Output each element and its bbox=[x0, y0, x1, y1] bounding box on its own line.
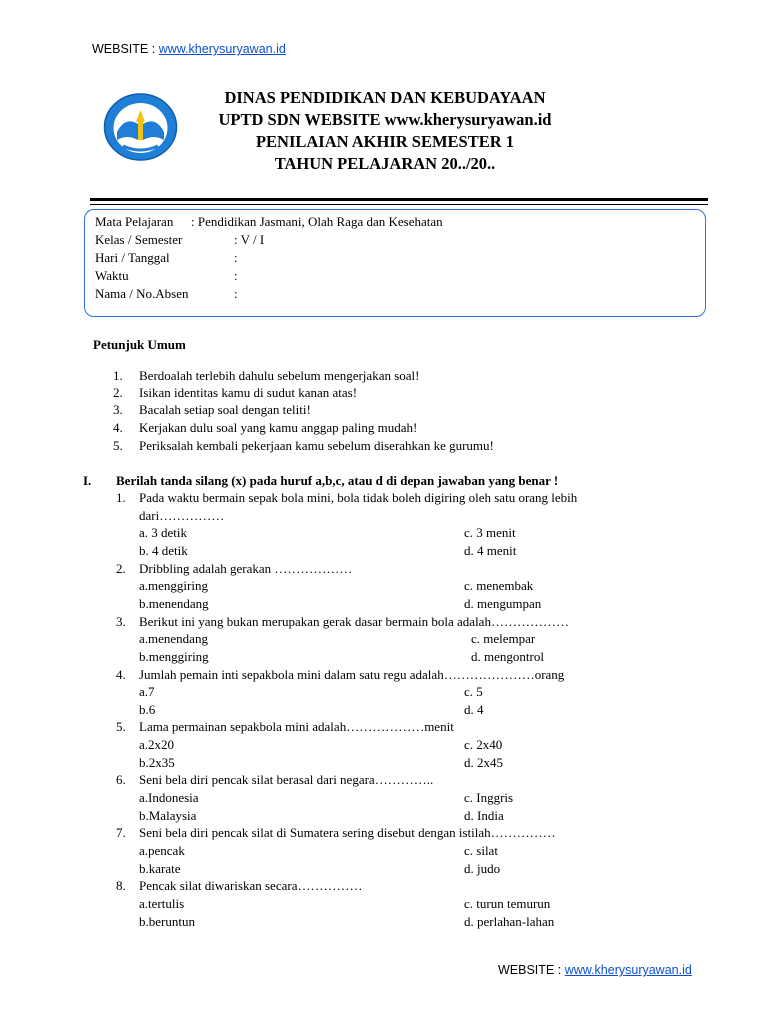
option-c[interactable]: c. 2x40 bbox=[464, 737, 503, 752]
question-text: Dribbling adalah gerakan ……………… bbox=[139, 561, 353, 576]
identity-value[interactable]: : bbox=[234, 250, 238, 265]
question-text-cont: dari…………… bbox=[139, 508, 225, 523]
website-header bbox=[92, 42, 286, 56]
option-d[interactable]: d. 4 bbox=[464, 702, 484, 717]
instruction-number: 1. bbox=[113, 368, 123, 383]
instruction-number: 4. bbox=[113, 420, 123, 435]
option-a[interactable]: a. 3 detik bbox=[139, 525, 188, 540]
identity-label: Waktu bbox=[95, 268, 129, 283]
option-d[interactable]: d. perlahan-lahan bbox=[464, 914, 555, 929]
option-b[interactable]: b.Malaysia bbox=[139, 808, 197, 823]
question-number: 2. bbox=[116, 561, 126, 576]
option-a[interactable]: a.Indonesia bbox=[139, 790, 199, 805]
question-number: 3. bbox=[116, 614, 126, 629]
option-c[interactable]: c. turun temurun bbox=[464, 896, 551, 911]
option-b[interactable]: b.karate bbox=[139, 861, 181, 876]
header-school: UPTD SDN WEBSITE www.kherysuryawan.id bbox=[218, 110, 552, 129]
question-text: Jumlah pemain inti sepakbola mini dalam satu regu adalah…………………orang bbox=[139, 667, 565, 682]
question-text: Seni bela diri pencak silat di Sumatera sering disebut dengan istilah…………… bbox=[139, 825, 556, 840]
identity-label: Kelas / Semester bbox=[95, 232, 183, 247]
question-number: 6. bbox=[116, 772, 126, 787]
header-block bbox=[160, 87, 610, 175]
option-b[interactable]: b.beruntun bbox=[139, 914, 195, 929]
option-c[interactable]: c. silat bbox=[464, 843, 498, 858]
question-text: Pencak silat diwariskan secara…………… bbox=[139, 878, 363, 893]
option-a[interactable]: a.menggiring bbox=[139, 578, 208, 593]
option-b[interactable]: b. 4 detik bbox=[139, 543, 188, 558]
instruction-number: 3. bbox=[113, 402, 123, 417]
option-a[interactable]: a.2x20 bbox=[139, 737, 175, 752]
question-number: 5. bbox=[116, 719, 126, 734]
website-link[interactable]: www.kherysuryawan.id bbox=[564, 963, 692, 977]
instructions-title: Petunjuk Umum bbox=[93, 337, 186, 352]
option-d[interactable]: d. India bbox=[464, 808, 504, 823]
option-b[interactable]: b.menendang bbox=[139, 596, 209, 611]
option-c[interactable]: c. 5 bbox=[464, 684, 483, 699]
website-prefix: WEBSITE : bbox=[92, 42, 159, 56]
identity-box bbox=[84, 209, 706, 317]
section-number: I. bbox=[83, 473, 92, 488]
header-divider-thin bbox=[90, 204, 708, 205]
option-c[interactable]: c. Inggris bbox=[464, 790, 514, 805]
identity-label: Mata Pelajaran bbox=[95, 214, 174, 229]
header-year: TAHUN PELAJARAN 20../20.. bbox=[274, 154, 496, 173]
instruction-item: Periksalah kembali pekerjaan kamu sebelum diserahkan ke gurumu! bbox=[139, 438, 494, 453]
identity-value[interactable]: : V / I bbox=[234, 232, 265, 247]
option-a[interactable]: a.pencak bbox=[139, 843, 185, 858]
option-d[interactable]: d. judo bbox=[464, 861, 501, 876]
question-text: Lama permainan sepakbola mini adalah………………menit bbox=[139, 719, 454, 734]
instruction-number: 2. bbox=[113, 385, 123, 400]
option-d[interactable]: d. mengontrol bbox=[471, 649, 544, 664]
identity-value[interactable]: : bbox=[234, 268, 238, 283]
option-a[interactable]: a.menendang bbox=[139, 631, 208, 646]
option-c[interactable]: c. menembak bbox=[464, 578, 534, 593]
option-d[interactable]: d. 2x45 bbox=[464, 755, 503, 770]
question-text: Pada waktu bermain sepak bola mini, bola tidak boleh digiring oleh satu orang lebih bbox=[139, 490, 578, 505]
identity-label: Nama / No.Absen bbox=[95, 286, 189, 301]
option-c[interactable]: c. melempar bbox=[471, 631, 536, 646]
option-d[interactable]: d. 4 menit bbox=[464, 543, 517, 558]
website-footer bbox=[498, 963, 692, 977]
question-number: 7. bbox=[116, 825, 126, 840]
identity-value[interactable]: : bbox=[234, 286, 238, 301]
instruction-item: Isikan identitas kamu di sudut kanan atas! bbox=[139, 385, 358, 400]
option-b[interactable]: b.6 bbox=[139, 702, 156, 717]
identity-value[interactable]: : Pendidikan Jasmani, Olah Raga dan Kesehatan bbox=[191, 214, 443, 229]
question-number: 4. bbox=[116, 667, 126, 682]
instruction-number: 5. bbox=[113, 438, 123, 453]
header-agency: DINAS PENDIDIKAN DAN KEBUDAYAAN bbox=[224, 88, 546, 107]
website-link[interactable]: www.kherysuryawan.id bbox=[158, 42, 286, 56]
instruction-item: Kerjakan dulu soal yang kamu anggap paling mudah! bbox=[139, 420, 418, 435]
option-a[interactable]: a.tertulis bbox=[139, 896, 185, 911]
question-text: Seni bela diri pencak silat berasal dari negara………….. bbox=[139, 772, 434, 787]
option-d[interactable]: d. mengumpan bbox=[464, 596, 542, 611]
website-prefix: WEBSITE : bbox=[498, 963, 565, 977]
option-c[interactable]: c. 3 menit bbox=[464, 525, 516, 540]
instruction-item: Bacalah setiap soal dengan teliti! bbox=[139, 402, 311, 417]
question-number: 8. bbox=[116, 878, 126, 893]
instruction-item: Berdoalah terlebih dahulu sebelum mengerjakan soal! bbox=[139, 368, 420, 383]
option-b[interactable]: b.2x35 bbox=[139, 755, 175, 770]
option-b[interactable]: b.menggiring bbox=[139, 649, 209, 664]
question-text: Berikut ini yang bukan merupakan gerak dasar bermain bola adalah……………… bbox=[139, 614, 569, 629]
option-a[interactable]: a.7 bbox=[139, 684, 155, 699]
question-number: 1. bbox=[116, 490, 126, 505]
header-divider-thick bbox=[90, 198, 708, 201]
identity-label: Hari / Tanggal bbox=[95, 250, 170, 265]
header-exam: PENILAIAN AKHIR SEMESTER 1 bbox=[255, 132, 515, 151]
section-title: Berilah tanda silang (x) pada huruf a,b,c, atau d di depan jawaban yang benar ! bbox=[116, 473, 559, 488]
